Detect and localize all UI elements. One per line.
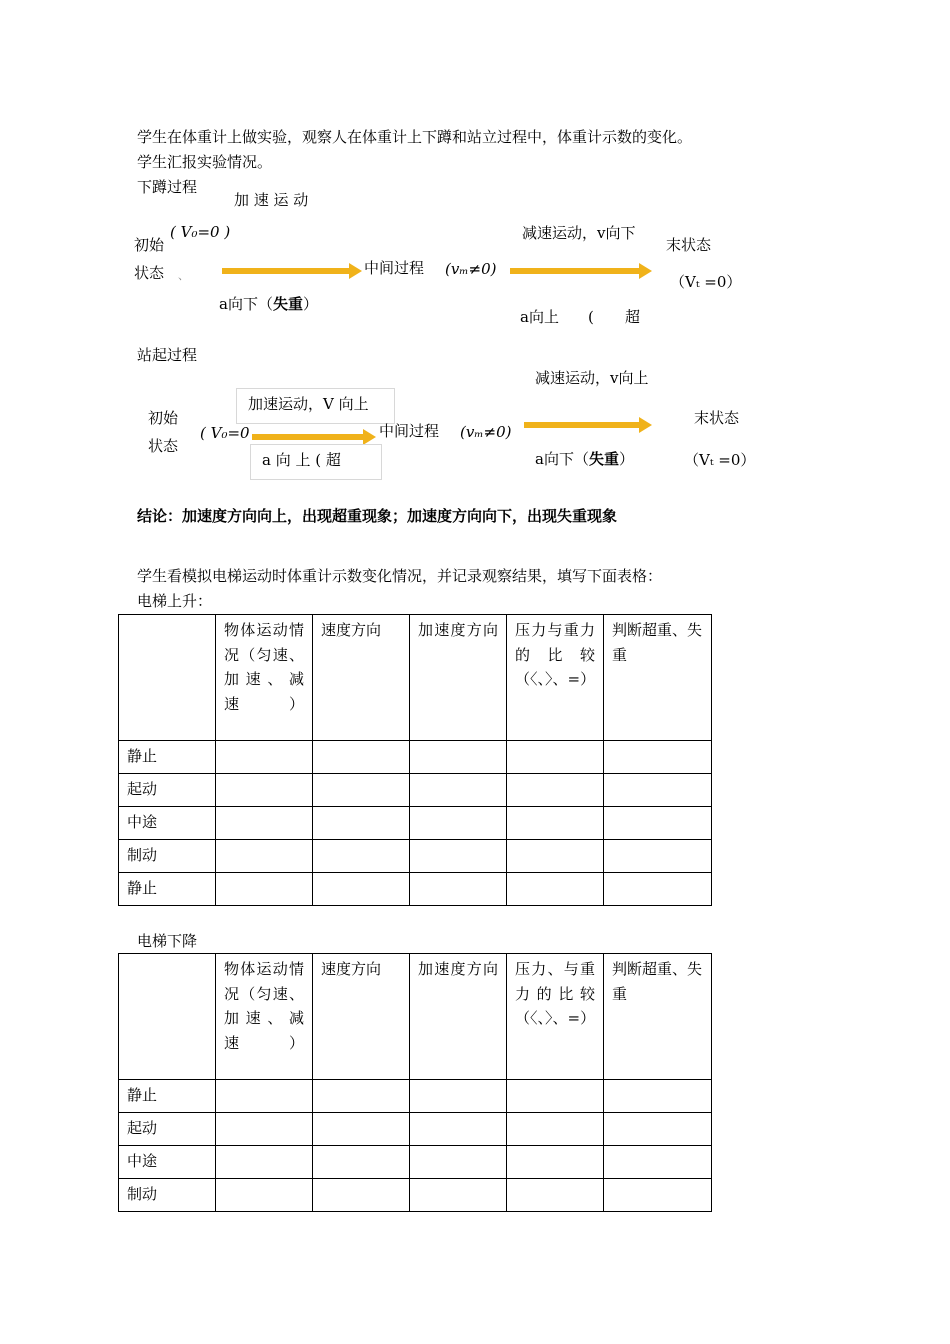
table-cell[interactable]: [604, 840, 712, 873]
row-label: 制动: [119, 1179, 216, 1212]
row-label: 制动: [119, 840, 216, 873]
table-cell[interactable]: [604, 1146, 712, 1179]
stand-end-state: 末状态: [694, 409, 740, 427]
table-cell[interactable]: [604, 1113, 712, 1146]
table-cell[interactable]: [410, 1113, 507, 1146]
table-up-title: 电梯上升：: [137, 592, 213, 610]
table-cell[interactable]: [216, 1146, 313, 1179]
table-down-title: 电梯下降: [137, 932, 198, 950]
squat-over: 超: [625, 308, 641, 326]
table-cell[interactable]: [216, 840, 313, 873]
table-cell[interactable]: [313, 807, 410, 840]
stand-v0: ( V₀=0: [200, 424, 250, 442]
table-row: [119, 807, 712, 840]
row-label: 静止: [119, 873, 216, 906]
table-row: [119, 873, 712, 906]
row-label: 起动: [119, 774, 216, 807]
table-cell[interactable]: [313, 873, 410, 906]
table-row: [119, 1080, 712, 1113]
header-cell: 加速度方向: [410, 615, 507, 741]
table-elevator-down: [118, 953, 712, 1212]
header-cell: 加速度方向: [410, 954, 507, 1080]
table-cell[interactable]: [410, 1080, 507, 1113]
table-cell[interactable]: [216, 873, 313, 906]
table-cell[interactable]: [507, 1179, 604, 1212]
table-cell[interactable]: [313, 741, 410, 774]
stand-initial-1: 初始: [148, 409, 179, 427]
table-row: [119, 1146, 712, 1179]
table-cell[interactable]: [313, 774, 410, 807]
squat-end-state: 末状态: [666, 236, 712, 254]
table-cell[interactable]: [604, 873, 712, 906]
table-cell[interactable]: [410, 807, 507, 840]
squat-v0: ( V₀=0 ): [170, 223, 231, 241]
table-cell[interactable]: [507, 873, 604, 906]
stand-a-up: a 向 上 ( 超: [262, 451, 341, 469]
table-cell[interactable]: [216, 1113, 313, 1146]
table-cell[interactable]: [216, 774, 313, 807]
squat-paren: (: [588, 308, 594, 326]
table-cell[interactable]: [507, 807, 604, 840]
row-label: 中途: [119, 807, 216, 840]
squat-title: 下蹲过程: [137, 178, 198, 196]
table-cell[interactable]: [410, 840, 507, 873]
stand-middle: 中间过程: [379, 422, 440, 440]
table-cell[interactable]: [216, 741, 313, 774]
header-cell: 物体运动情况（匀速、加速、减速）: [216, 615, 313, 741]
header-cell: 判断超重、失重: [604, 954, 712, 1080]
table-cell[interactable]: [216, 1080, 313, 1113]
header-cell: 判断超重、失重: [604, 615, 712, 741]
table-cell[interactable]: [216, 807, 313, 840]
table-cell[interactable]: [313, 1113, 410, 1146]
table-cell[interactable]: [410, 1146, 507, 1179]
squat-vm: (vₘ≠0): [445, 260, 497, 278]
table-cell[interactable]: [410, 741, 507, 774]
squat-mark: 、: [178, 269, 189, 282]
table-cell[interactable]: [604, 741, 712, 774]
squat-weightless: 失重: [272, 295, 303, 313]
table-row: [119, 1113, 712, 1146]
table-cell[interactable]: [410, 873, 507, 906]
table-row: [119, 1179, 712, 1212]
stand-vm: (vₘ≠0): [460, 423, 512, 441]
row-label: 起动: [119, 1113, 216, 1146]
table-cell[interactable]: [507, 1146, 604, 1179]
table-cell[interactable]: [604, 1080, 712, 1113]
intro-line-1: 学生在体重计上做实验，观察人在体重计上下蹲和站立过程中，体重计示数的变化。: [137, 128, 693, 146]
observe-text: 学生看模拟电梯运动时体重计示数变化情况，并记录观察结果，填写下面表格：: [137, 567, 663, 585]
squat-middle: 中间过程: [364, 259, 425, 277]
table-cell[interactable]: [507, 1113, 604, 1146]
squat-a-down: a向下（失重）: [219, 295, 318, 313]
row-label: 中途: [119, 1146, 216, 1179]
table-cell[interactable]: [313, 840, 410, 873]
header-cell: [119, 615, 216, 741]
table-cell[interactable]: [216, 1179, 313, 1212]
table-cell[interactable]: [313, 1179, 410, 1212]
table-cell[interactable]: [507, 741, 604, 774]
table-cell[interactable]: [604, 1179, 712, 1212]
intro-line-2: 学生汇报实验情况。: [137, 153, 273, 171]
table-cell[interactable]: [507, 774, 604, 807]
table-cell[interactable]: [604, 774, 712, 807]
stand-vt: （Vₜ =0）: [684, 451, 756, 469]
table-cell[interactable]: [604, 807, 712, 840]
squat-initial-2: 状态: [134, 264, 165, 282]
row-label: 静止: [119, 1080, 216, 1113]
squat-arrow-1: [222, 268, 350, 274]
table-row: [119, 774, 712, 807]
squat-a-up: a向上: [520, 308, 559, 326]
stand-title: 站起过程: [137, 346, 198, 364]
stand-a-down: a向下（失重）: [535, 450, 634, 468]
table-cell[interactable]: [507, 1080, 604, 1113]
row-label: 静止: [119, 741, 216, 774]
squat-initial-1: 初始: [134, 236, 165, 254]
header-cell: [119, 954, 216, 1080]
stand-decel: 减速运动，v向上: [535, 369, 649, 387]
table-row: [119, 741, 712, 774]
squat-arrow-2: [510, 268, 640, 274]
table-cell[interactable]: [313, 1080, 410, 1113]
header-cell: 压力与重力的比较（〈、〉、=）: [507, 615, 604, 741]
squat-accel-label: 加 速 运 动: [234, 191, 309, 209]
header-cell: 速度方向: [313, 615, 410, 741]
stand-initial-2: 状态: [148, 437, 179, 455]
table-row: [119, 840, 712, 873]
stand-accel: 加速运动，V 向上: [248, 395, 369, 413]
squat-decel: 减速运动，v向下: [522, 224, 636, 242]
header-cell: 速度方向: [313, 954, 410, 1080]
table-cell[interactable]: [410, 774, 507, 807]
header-cell: 物体运动情况（匀速、加速、减速）: [216, 954, 313, 1080]
stand-arrow-1: [252, 434, 364, 440]
stand-weight-label: 失重: [588, 450, 619, 468]
stand-arrow-2: [524, 422, 640, 428]
table-cell[interactable]: [507, 840, 604, 873]
table-cell[interactable]: [410, 1179, 507, 1212]
table-cell[interactable]: [313, 1146, 410, 1179]
header-cell: 压力、与重力的比较（〈、〉、=）: [507, 954, 604, 1080]
squat-vt: （Vₜ =0）: [670, 273, 742, 291]
conclusion: 结论：加速度方向向上，出现超重现象；加速度方向向下，出现失重现象: [137, 507, 618, 525]
table-elevator-up: [118, 614, 712, 906]
